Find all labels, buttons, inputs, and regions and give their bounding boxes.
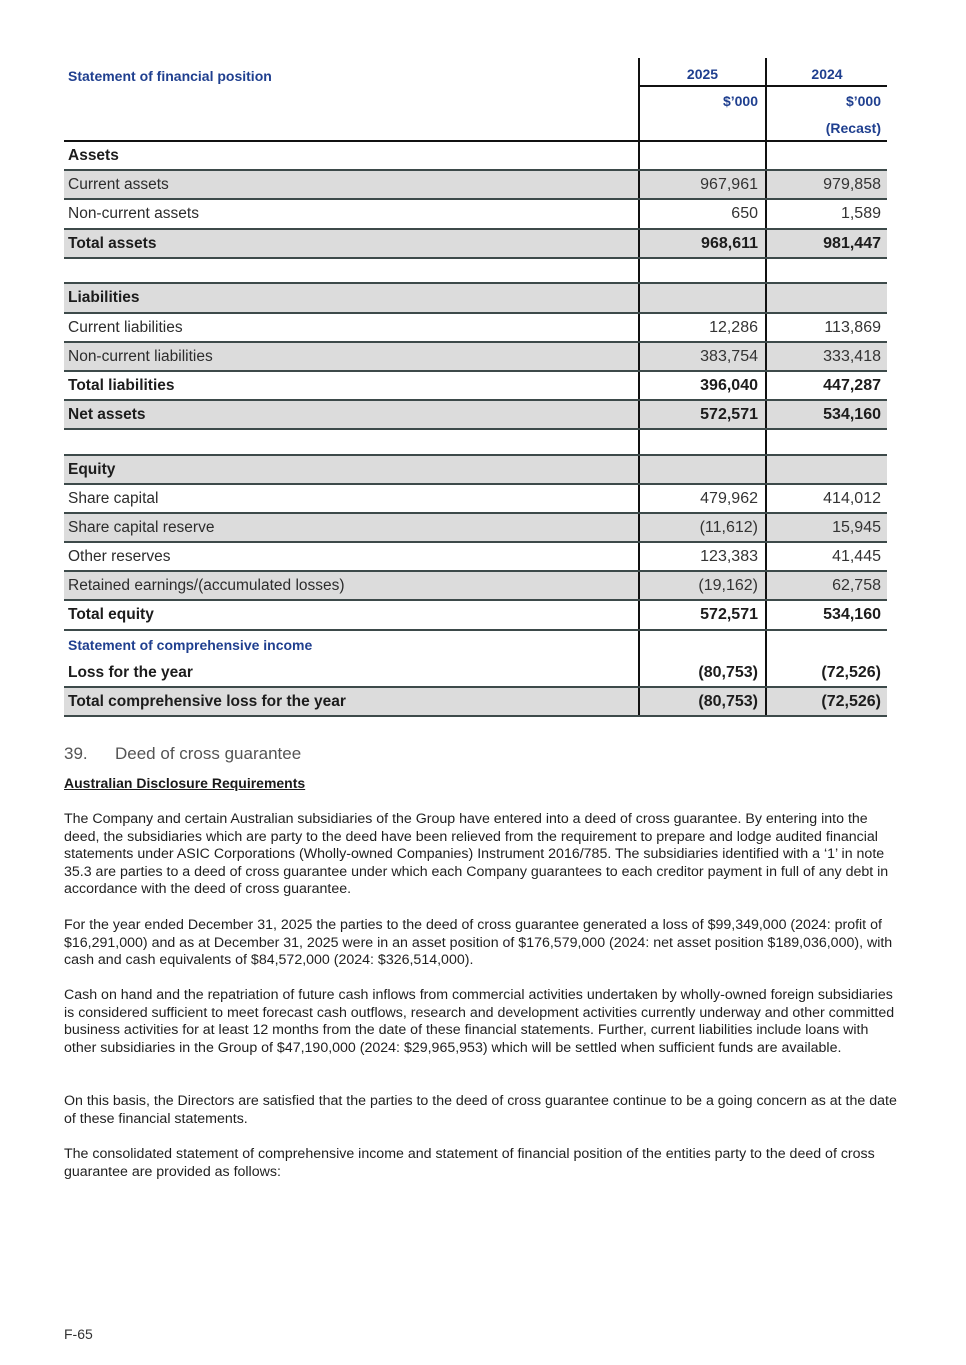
table-row bbox=[64, 259, 887, 284]
value-2024: (72,526) bbox=[765, 688, 887, 715]
column-note-2024: (Recast) bbox=[765, 115, 887, 140]
value-2024: (72,526) bbox=[765, 631, 887, 686]
value-2025 bbox=[638, 284, 765, 312]
value-2025: 650 bbox=[638, 200, 765, 228]
value-2024: 534,160 bbox=[765, 601, 887, 629]
row-label: Share capital bbox=[68, 489, 159, 507]
row-label: Total equity bbox=[68, 606, 154, 623]
page-number: F-65 bbox=[64, 1326, 93, 1342]
value-2025: 572,571 bbox=[638, 601, 765, 629]
table-row bbox=[64, 543, 887, 572]
value-2025 bbox=[638, 430, 765, 454]
value-2024: 1,589 bbox=[765, 200, 887, 228]
table-row bbox=[64, 572, 887, 601]
value-2024: 981,447 bbox=[765, 230, 887, 257]
column-year-2025: 2025 bbox=[638, 58, 765, 87]
row-label: Net assets bbox=[68, 405, 146, 423]
value-2025: 967,961 bbox=[638, 171, 765, 198]
value-2024 bbox=[765, 430, 887, 454]
row-label: Current assets bbox=[68, 175, 169, 193]
value-2025: (19,162) bbox=[638, 572, 765, 599]
financial-position-table bbox=[64, 58, 887, 717]
table-row bbox=[64, 401, 887, 430]
value-2024 bbox=[765, 259, 887, 282]
note-heading bbox=[64, 744, 904, 764]
table-row-total-comprehensive-loss bbox=[64, 688, 887, 717]
row-label: Non-current liabilities bbox=[68, 347, 213, 365]
note-subheading: Australian Disclosure Requirements bbox=[64, 775, 306, 791]
table-row bbox=[64, 284, 887, 314]
value-2025 bbox=[638, 259, 765, 282]
table-row bbox=[64, 430, 887, 456]
value-2024: 333,418 bbox=[765, 343, 887, 370]
row-label: Equity bbox=[68, 460, 116, 478]
table-row-loss-for-year bbox=[64, 631, 887, 688]
value-2025: (11,612) bbox=[638, 514, 765, 541]
row-label: Total liabilities bbox=[68, 376, 175, 394]
note-paragraph-2: For the year ended December 31, 2025 the parties to the deed of cross guarantee generated a loss of $99,349,000 (2024: profit of $16,291,000) and as at December 31, 2025 were in an asset position of $176,579,000 (2024: net asset position $189,036,000), with cash and cash equivalents of $84,572,000 (2024: $326,514,000). bbox=[64, 917, 893, 969]
table-row bbox=[64, 372, 887, 401]
table-title: Statement of financial position bbox=[68, 68, 272, 84]
value-2025: 968,611 bbox=[638, 230, 765, 257]
table-header-units bbox=[64, 87, 887, 115]
value-2025: 396,040 bbox=[638, 372, 765, 399]
table-header-years bbox=[64, 58, 887, 87]
value-2024 bbox=[765, 284, 887, 312]
table-row bbox=[64, 485, 887, 514]
value-2024: 414,012 bbox=[765, 485, 887, 512]
value-2025: 123,383 bbox=[638, 543, 765, 570]
row-label bbox=[64, 259, 638, 282]
value-2025: 572,571 bbox=[638, 401, 765, 428]
value-2024: 534,160 bbox=[765, 401, 887, 428]
value-2025: 12,286 bbox=[638, 314, 765, 341]
value-2024: 15,945 bbox=[765, 514, 887, 541]
value-2024: 62,758 bbox=[765, 572, 887, 599]
row-label: Retained earnings/(accumulated losses) bbox=[68, 576, 345, 594]
note-title: Deed of cross guarantee bbox=[115, 744, 302, 763]
note-paragraph-5: The consolidated statement of comprehensive income and statement of financial position of the entities party to the deed of cross guarantee are provided as follows: bbox=[64, 1146, 875, 1180]
table-row bbox=[64, 314, 887, 343]
row-label: Total comprehensive loss for the year bbox=[68, 692, 346, 710]
value-2024: 113,869 bbox=[765, 314, 887, 341]
row-label: Total assets bbox=[68, 234, 157, 252]
note-paragraph-1: The Company and certain Australian subsidiaries of the Group have entered into a deed of cross guarantee. By entering into the deed, the subsidiaries which are party to the deed have been relieved from the requirement to prepare and lodge audited financial statements under ASIC Corporations (Wholly-owned Companies) Instrument 2016/785. The subsidiaries identified with a ‘1’ in note 35.3 are parties to a deed of cross guarantee under which each Company guarantees to each creditor payment in full of any debt in accordance with the deed of cross guarantee. bbox=[64, 811, 889, 898]
table-row bbox=[64, 200, 887, 230]
table-row bbox=[64, 230, 887, 259]
value-2025: (80,753) bbox=[638, 688, 765, 715]
note-paragraph-4: On this basis, the Directors are satisfied that the parties to the deed of cross guarantee continue to be a going concern as at the date of these financial statements. bbox=[64, 1093, 897, 1127]
note-number: 39. bbox=[64, 744, 88, 763]
table-row bbox=[64, 142, 887, 171]
value-2025: 383,754 bbox=[638, 343, 765, 370]
row-label bbox=[64, 430, 638, 454]
value-2025: 479,962 bbox=[638, 485, 765, 512]
table-header-notes bbox=[64, 115, 887, 142]
row-label: Current liabilities bbox=[68, 318, 183, 336]
row-label: Liabilities bbox=[68, 289, 140, 306]
row-label: Non-current assets bbox=[68, 205, 199, 222]
value-2024: 979,858 bbox=[765, 171, 887, 198]
column-note-2025 bbox=[638, 115, 765, 140]
table-row bbox=[64, 514, 887, 543]
value-2024 bbox=[765, 456, 887, 483]
column-year-2024: 2024 bbox=[765, 58, 887, 87]
column-unit-2025: $’000 bbox=[638, 87, 765, 115]
note-paragraph-3: Cash on hand and the repatriation of future cash inflows from commercial activities undertaken by wholly-owned foreign subsidiaries is considered sufficient to meet forecast cash outflows, research and development activities currently underway and other committed business activities for at least 12 months from the date of these financial statements. Further, current liabilities include loans with other subsidiaries in the Group of $47,190,000 (2024: $29,965,953) which will be settled when sufficient funds are available. bbox=[64, 987, 895, 1056]
row-label: Other reserves bbox=[68, 547, 171, 565]
value-2025: (80,753) bbox=[638, 631, 765, 686]
row-label: Share capital reserve bbox=[68, 518, 215, 536]
table-row bbox=[64, 171, 887, 200]
income-section-title: Statement of comprehensive income bbox=[68, 637, 313, 653]
value-2024 bbox=[765, 142, 887, 169]
value-2025 bbox=[638, 456, 765, 483]
column-unit-2024: $’000 bbox=[765, 87, 887, 115]
value-2025 bbox=[638, 142, 765, 169]
table-row bbox=[64, 456, 887, 485]
table-row bbox=[64, 343, 887, 372]
row-label: Loss for the year bbox=[68, 664, 193, 681]
table-row bbox=[64, 601, 887, 631]
row-label: Assets bbox=[68, 146, 119, 164]
value-2024: 41,445 bbox=[765, 543, 887, 570]
value-2024: 447,287 bbox=[765, 372, 887, 399]
